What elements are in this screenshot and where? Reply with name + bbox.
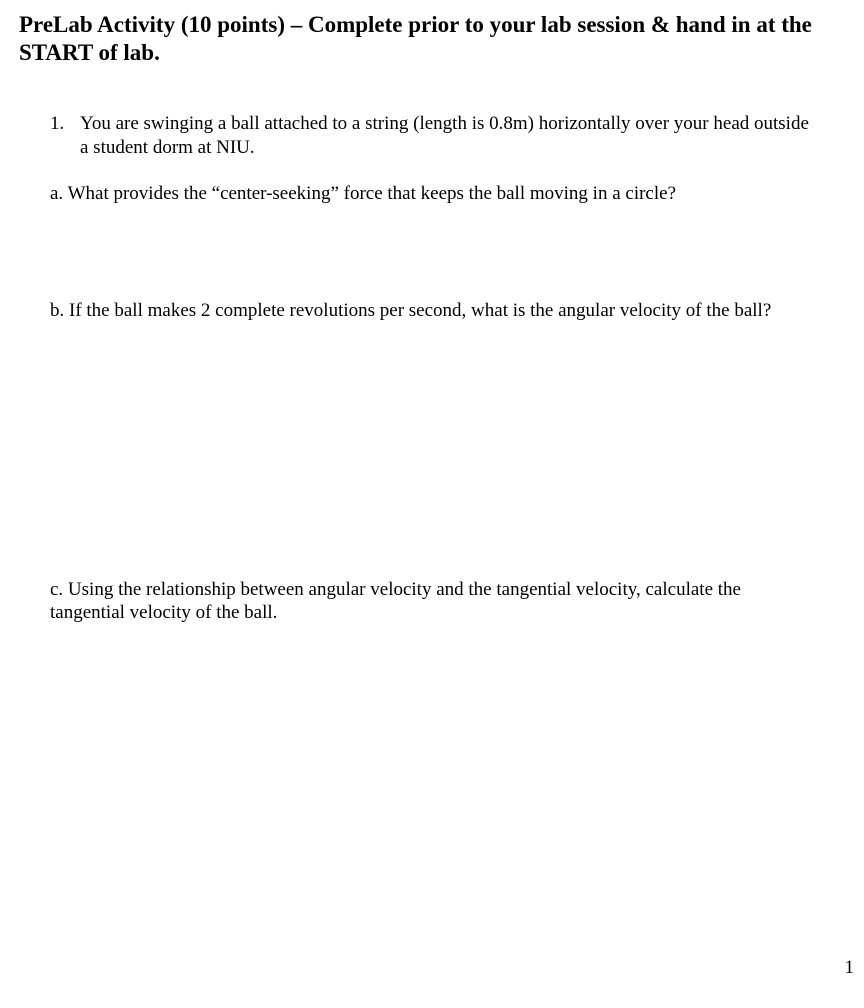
question-part-c: c. Using the relationship between angular velocity and the tangential velocity, calculate the tangential velocity of the ball. (50, 579, 741, 623)
page-title: PreLab Activity (10 points) – Complete prior to your lab session & hand in at the START of lab. (19, 12, 812, 65)
question-1-number: 1. (50, 113, 65, 134)
question-1-text: You are swinging a ball attached to a string (length is 0.8m) horizontally over your head outside a student dorm at NIU. (80, 113, 809, 158)
page-number: 1 (844, 957, 854, 978)
question-part-a: a. What provides the “center-seeking” force that keeps the ball moving in a circle? (50, 183, 676, 204)
question-part-b: b. If the ball makes 2 complete revolutions per second, what is the angular velocity of the ball? (50, 300, 772, 321)
